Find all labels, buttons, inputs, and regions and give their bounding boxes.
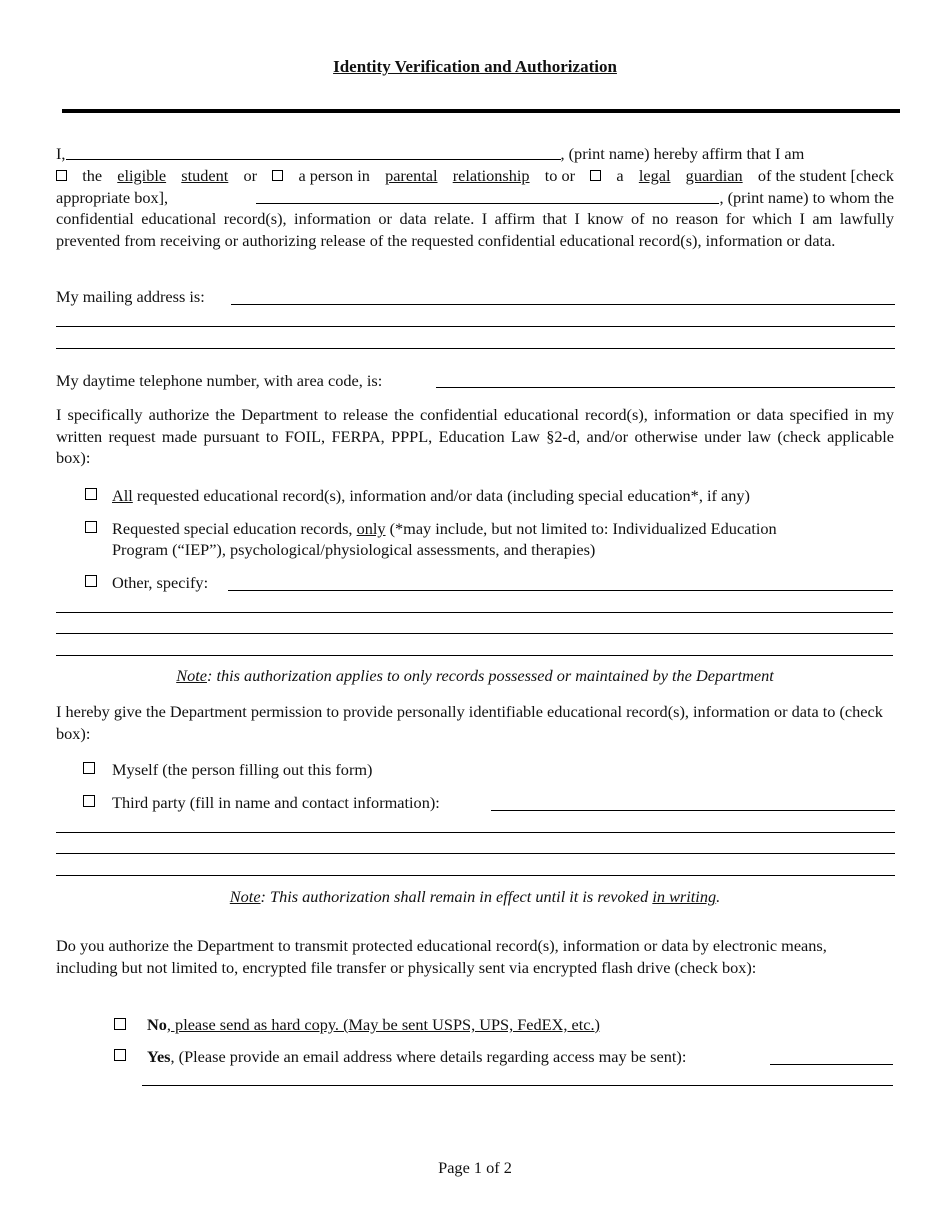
authorize-paragraph: I specifically authorize the Department to release the confidential educational record(s), information or data specified in my written request made pursuant to FOIL, FERPA, PPPL, Education Law §2-d, and/or otherwise under law (check applicable box): bbox=[56, 405, 894, 467]
intro-i-text: I, bbox=[56, 144, 66, 163]
parental-relationship-checkbox[interactable] bbox=[272, 170, 283, 181]
special-education-option bbox=[112, 518, 777, 539]
intro-person-text: a person in bbox=[298, 166, 370, 185]
third-party-line-2[interactable] bbox=[56, 832, 895, 833]
note-records-possessed bbox=[0, 665, 950, 686]
print-name-field[interactable] bbox=[66, 145, 561, 160]
intro-whom-text: , (print name) to whom the bbox=[719, 188, 894, 207]
all-text: All bbox=[112, 486, 133, 505]
yes-text: Yes bbox=[147, 1047, 171, 1066]
intro-line-2 bbox=[56, 165, 894, 186]
note1-text: : this authorization applies to only records possessed or maintained by the Department bbox=[206, 666, 774, 685]
intro-legal-text: legal bbox=[638, 166, 671, 185]
no-text: No bbox=[147, 1015, 167, 1034]
no-hard-copy-checkbox[interactable] bbox=[114, 1018, 126, 1030]
note2-text: : This authorization shall remain in effect until it is revoked bbox=[260, 887, 653, 906]
intro-eligible-text: eligible bbox=[117, 166, 167, 185]
other-specify-line-3[interactable] bbox=[56, 633, 893, 634]
note2-in-writing: in writing bbox=[652, 887, 717, 906]
other-checkbox[interactable] bbox=[85, 575, 97, 587]
email-address-field[interactable] bbox=[770, 1064, 893, 1065]
special-education-checkbox[interactable] bbox=[85, 521, 97, 533]
no-rest-text: , please send as hard copy. (May be sent USPS, UPS, FedEX, etc.) bbox=[166, 1015, 600, 1034]
intro-relationship-text: relationship bbox=[452, 166, 530, 185]
intro-student-text: student bbox=[181, 166, 229, 185]
email-address-line-2[interactable] bbox=[142, 1085, 893, 1086]
intro-to-or-text: to or bbox=[544, 166, 576, 185]
no-hard-copy-option bbox=[147, 1014, 600, 1035]
note1-label: Note bbox=[176, 666, 207, 685]
mailing-address-label: My mailing address is: bbox=[56, 287, 205, 306]
phone-field[interactable] bbox=[436, 387, 895, 388]
myself-label: Myself (the person filling out this form) bbox=[112, 760, 373, 779]
yes-rest-text: , (Please provide an email address where details regarding access may be sent): bbox=[170, 1047, 687, 1066]
other-specify-line-2[interactable] bbox=[56, 612, 893, 613]
other-label: Other, specify: bbox=[112, 573, 209, 592]
mailing-address-field[interactable] bbox=[231, 304, 895, 305]
all-rest-text: requested educational record(s), information and/or data (including special education*, if any) bbox=[132, 486, 750, 505]
mailing-address-line-3[interactable] bbox=[56, 348, 895, 349]
third-party-line-4[interactable] bbox=[56, 875, 895, 876]
permission-paragraph: I hereby give the Department permission to provide personally identifiable educational record(s), information or data to (check box): bbox=[56, 702, 883, 743]
special-education-option-line-2: Program (“IEP”), psychological/physiological assessments, and therapies) bbox=[112, 540, 596, 559]
all-records-checkbox[interactable] bbox=[85, 488, 97, 500]
third-party-line-3[interactable] bbox=[56, 853, 895, 854]
eligible-student-checkbox[interactable] bbox=[56, 170, 67, 181]
phone-label: My daytime telephone number, with area code, is: bbox=[56, 371, 383, 390]
intro-line-3 bbox=[56, 187, 894, 208]
note-revoked-in-writing bbox=[0, 886, 950, 907]
electronic-transmit-paragraph: Do you authorize the Department to transmit protected educational record(s), information or data by electronic means, including but not limited to, encrypted file transfer or physically sent via encrypted flash drive (check box): bbox=[56, 936, 827, 977]
intro-affirm-text: , (print name) hereby affirm that I am bbox=[560, 144, 805, 163]
yes-electronic-checkbox[interactable] bbox=[114, 1049, 126, 1061]
intro-of-student-text: of the student [check bbox=[757, 166, 894, 185]
student-name-field[interactable] bbox=[256, 189, 719, 204]
note2-end: . bbox=[716, 887, 721, 906]
intro-parental-text: parental bbox=[385, 166, 438, 185]
page-title: Identity Verification and Authorization bbox=[333, 57, 617, 76]
all-records-option bbox=[112, 485, 750, 506]
intro-line-1 bbox=[56, 143, 804, 164]
myself-checkbox[interactable] bbox=[83, 762, 95, 774]
other-specify-field[interactable] bbox=[228, 590, 893, 591]
special-text-b: (*may include, but not limited to: Individualized Education bbox=[385, 519, 777, 538]
legal-guardian-checkbox[interactable] bbox=[590, 170, 601, 181]
other-specify-line-4[interactable] bbox=[56, 655, 893, 656]
third-party-field[interactable] bbox=[491, 810, 895, 811]
intro-paragraph-rest: confidential educational record(s), information or data relate. I affirm that I know of no reason for which I am lawfully prevented from receiving or authorizing release of the requested confidential educational record(s), information or data. bbox=[56, 209, 894, 250]
intro-appropriate-text: appropriate box], bbox=[56, 188, 169, 207]
third-party-checkbox[interactable] bbox=[83, 795, 95, 807]
intro-the-text: the bbox=[82, 166, 103, 185]
yes-electronic-option bbox=[147, 1046, 686, 1067]
special-only-text: only bbox=[356, 519, 386, 538]
mailing-address-line-2[interactable] bbox=[56, 326, 895, 327]
intro-a-text: a bbox=[616, 166, 624, 185]
intro-guardian-text: guardian bbox=[685, 166, 743, 185]
third-party-label: Third party (fill in name and contact information): bbox=[112, 793, 440, 812]
note2-label: Note bbox=[229, 887, 261, 906]
special-text-a: Requested special education records, bbox=[112, 519, 357, 538]
intro-or-text: or bbox=[243, 166, 258, 185]
page-number: Page 1 of 2 bbox=[438, 1158, 512, 1177]
title-divider bbox=[62, 109, 900, 113]
